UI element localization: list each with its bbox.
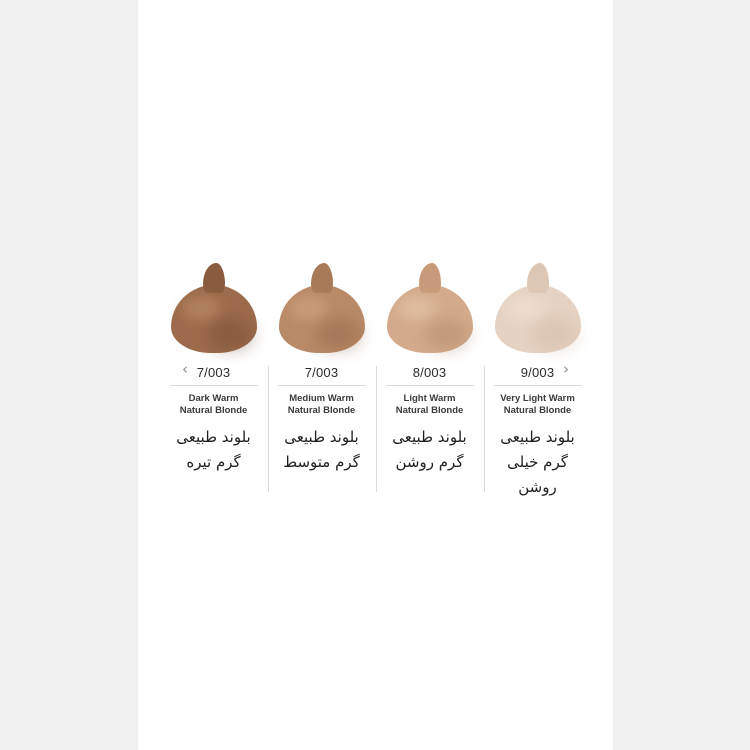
blob-shadow [532, 319, 577, 350]
divider [278, 385, 366, 386]
swatch-code: 9/003 [520, 365, 555, 380]
blob-highlight [507, 297, 545, 320]
blob-shadow [316, 319, 361, 350]
carousel-next-arrow-icon[interactable]: › [563, 360, 569, 378]
swatch-name-fa-line2: گرم تیره [186, 453, 241, 471]
swatch-item[interactable] [268, 262, 376, 475]
swatch-name-en-line2: Natural Blonde [395, 405, 464, 416]
blob-peak [203, 263, 225, 293]
blob-peak [311, 263, 333, 293]
swatch-code: 7/003 [196, 365, 231, 380]
blob-peak [419, 263, 441, 293]
swatch-name-fa-line1: بلوند طبیعی [284, 428, 359, 446]
swatch-name-fa-line2: گرم خیلی روشن [507, 453, 568, 496]
swatch-code: 7/003 [304, 365, 339, 380]
divider [386, 385, 474, 386]
swatch-name-fa-line1: بلوند طبیعی [500, 428, 575, 446]
swatch-name-fa-line1: بلوند طبیعی [392, 428, 467, 446]
swatch-name-en-line2: Natural Blonde [179, 405, 248, 416]
hair-color-blob [488, 262, 588, 357]
product-page [138, 0, 613, 750]
swatch-name-en-line1: Light Warm [403, 393, 456, 404]
divider [170, 385, 258, 386]
swatch-name-en [500, 393, 575, 417]
blob-highlight [291, 297, 329, 320]
blob-shadow [208, 319, 253, 350]
swatch-name-fa-line1: بلوند طبیعی [176, 428, 251, 446]
swatch-name-en-line1: Medium Warm [289, 393, 354, 404]
blob-shadow [424, 319, 469, 350]
swatch-name-en-line1: Very Light Warm [500, 393, 575, 404]
swatch-name-en [180, 393, 248, 417]
swatch-name-fa [392, 425, 466, 475]
swatch-name-en-line1: Dark Warm [188, 393, 239, 404]
hair-color-blob [380, 262, 480, 357]
swatch-name-en-line2: Natural Blonde [287, 405, 356, 416]
swatch-name-fa-line2: گرم روشن [395, 453, 464, 471]
carousel-prev-arrow-icon[interactable]: ‹ [182, 360, 188, 378]
swatch-name-fa [283, 425, 360, 475]
hair-color-blob [164, 262, 264, 357]
swatch-item[interactable] [376, 262, 484, 475]
swatch-name-en [288, 393, 356, 417]
swatch-item[interactable] [484, 262, 592, 500]
divider [494, 385, 582, 386]
swatch-name-fa [176, 425, 250, 475]
blob-highlight [183, 297, 221, 320]
swatch-code: 8/003 [412, 365, 447, 380]
blob-highlight [399, 297, 437, 320]
swatch-name-fa-line2: گرم متوسط [283, 453, 360, 471]
hair-color-blob [272, 262, 372, 357]
swatch-name-en-line2: Natural Blonde [503, 405, 572, 416]
swatch-name-en [396, 393, 464, 417]
hair-color-swatch-strip [138, 262, 613, 500]
swatch-item[interactable] [160, 262, 268, 475]
blob-peak [527, 263, 549, 293]
swatch-name-fa [487, 425, 589, 500]
